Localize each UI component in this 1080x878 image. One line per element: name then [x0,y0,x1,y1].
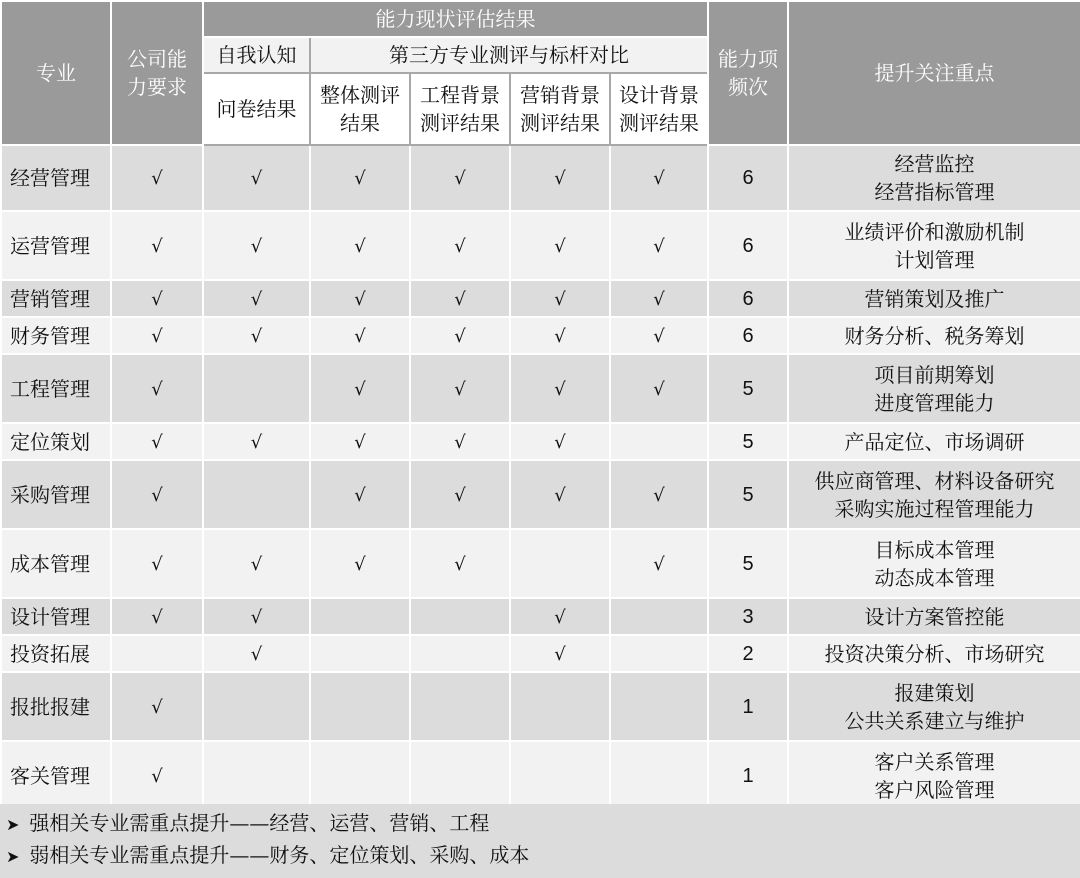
check-cell [510,672,610,741]
check-cell [310,317,410,354]
check-mark-icon: √ [554,235,566,257]
check-cell [203,598,310,635]
row-improvement-focus [788,211,1080,280]
focus-line: 目标成本管理 [874,537,995,562]
check-mark-icon: √ [454,168,466,189]
check-cell [111,211,203,280]
table-row [1,354,1080,423]
check-mark-icon: √ [151,431,163,453]
check-cell [310,211,410,280]
check-cell [111,741,203,810]
notes-panel [0,804,1080,878]
check-mark-icon: √ [151,288,163,310]
check-mark-icon: √ [653,325,665,347]
table-row [1,672,1080,741]
header-questionnaire: 问卷结果 [203,73,310,145]
check-mark-icon: √ [250,168,263,189]
check-cell [111,635,203,672]
row-major-name: 设计管理 [1,598,111,635]
check-cell [203,211,310,280]
check-cell [610,529,708,598]
check-cell [310,672,410,741]
table-row [1,423,1080,460]
check-cell [111,529,203,598]
check-cell [203,280,310,317]
header-overall-result: 整体测评 结果 [310,73,410,145]
check-mark-icon: √ [554,606,566,628]
focus-line: 动态成本管理 [874,565,995,590]
check-mark-icon: √ [554,288,566,310]
check-cell [510,635,610,672]
check-cell [610,741,708,810]
note-text: 弱相关专业需重点提升——财务、定位策划、采购、成本 [29,843,530,867]
check-cell [310,354,410,423]
check-cell [510,423,610,460]
row-improvement-focus [788,672,1080,741]
check-mark-icon: √ [250,235,263,257]
row-frequency: 5 [708,354,788,423]
check-cell [111,145,203,211]
check-cell [410,460,510,529]
check-cell [410,635,510,672]
row-improvement-focus [788,145,1080,211]
check-mark-icon: √ [554,643,566,665]
row-major-name: 营销管理 [1,280,111,317]
check-cell [410,529,510,598]
check-cell [310,460,410,529]
row-improvement-focus [788,317,1080,354]
check-mark-icon: √ [354,484,366,506]
header-frequency: 能力项 频次 [708,1,788,145]
row-major-name: 客关管理 [1,741,111,810]
check-mark-icon: √ [151,606,163,628]
row-improvement-focus [788,280,1080,317]
check-cell [510,529,610,598]
check-cell [111,672,203,741]
check-cell [610,423,708,460]
header-assessment-results: 能力现状评估结果 [203,1,708,37]
focus-line: 项目前期筹划 [874,362,995,387]
check-cell [410,672,510,741]
check-cell [510,460,610,529]
check-cell [610,354,708,423]
check-cell [510,145,610,211]
row-frequency: 1 [708,672,788,741]
check-cell [610,145,708,211]
row-improvement-focus [788,460,1080,529]
row-major-name: 工程管理 [1,354,111,423]
check-mark-icon: √ [250,325,263,347]
row-frequency: 6 [708,317,788,354]
check-mark-icon: √ [354,325,366,347]
table-row [1,317,1080,354]
check-mark-icon: √ [250,288,263,310]
focus-line: 客户风险管理 [874,777,995,802]
row-frequency: 5 [708,529,788,598]
table-row [1,529,1080,598]
focus-line: 财务分析、税务筹划 [844,323,1025,348]
header-company-requirement: 公司能 力要求 [111,1,203,145]
check-mark-icon: √ [454,325,466,347]
focus-line: 计划管理 [894,247,975,272]
check-mark-icon: √ [454,288,466,310]
check-cell [203,635,310,672]
row-frequency: 2 [708,635,788,672]
check-cell [203,423,310,460]
check-cell [310,145,410,211]
row-improvement-focus [788,354,1080,423]
check-cell [310,280,410,317]
header-engineering-result: 工程背景 测评结果 [410,73,510,145]
focus-line: 经营监控 [894,152,975,176]
note-line [6,808,1080,840]
check-cell [310,635,410,672]
row-improvement-focus [788,635,1080,672]
check-cell [510,354,610,423]
table-row [1,598,1080,635]
row-major-name: 投资拓展 [1,635,111,672]
check-cell [510,317,610,354]
check-cell [111,354,203,423]
table-row [1,635,1080,672]
row-major-name: 采购管理 [1,460,111,529]
check-cell [410,423,510,460]
check-mark-icon: √ [653,378,665,400]
check-mark-icon: √ [554,431,566,453]
focus-line: 供应商管理、材料设备研究 [814,468,1055,493]
check-cell [410,145,510,211]
check-mark-icon: √ [354,431,366,453]
check-mark-icon: √ [151,765,163,787]
check-cell [203,741,310,810]
check-cell [310,598,410,635]
row-frequency: 5 [708,423,788,460]
row-frequency: 1 [708,741,788,810]
focus-line: 报建策划 [894,680,975,705]
table-row [1,460,1080,529]
check-cell [510,741,610,810]
check-cell [310,529,410,598]
focus-line: 营销策划及推广 [864,286,1005,311]
header-marketing-result: 营销背景 测评结果 [510,73,610,145]
row-frequency: 6 [708,145,788,211]
check-mark-icon: √ [653,288,665,310]
row-major-name: 报批报建 [1,672,111,741]
row-improvement-focus [788,598,1080,635]
check-mark-icon: √ [454,484,466,506]
check-cell [203,317,310,354]
focus-line: 业绩评价和激励机制 [844,219,1025,244]
check-cell [610,211,708,280]
check-cell [203,672,310,741]
row-major-name: 运营管理 [1,211,111,280]
row-frequency: 6 [708,280,788,317]
row-improvement-focus [788,423,1080,460]
table-body [1,145,1080,810]
check-mark-icon: √ [454,378,466,400]
check-mark-icon: √ [250,431,263,453]
check-cell [410,598,510,635]
check-mark-icon: √ [354,288,366,310]
header-design-result: 设计背景 测评结果 [610,73,708,145]
check-mark-icon: √ [653,235,665,257]
check-cell [610,317,708,354]
check-mark-icon: √ [554,325,566,347]
check-mark-icon: √ [250,643,263,665]
header-row-1 [1,1,1080,37]
check-cell [510,211,610,280]
check-mark-icon: √ [151,553,163,575]
check-cell [310,741,410,810]
focus-line: 进度管理能力 [874,390,995,415]
check-cell [410,354,510,423]
check-cell [610,672,708,741]
note-line [6,840,1080,872]
check-mark-icon: √ [151,168,163,189]
check-mark-icon: √ [454,235,466,257]
check-cell [510,598,610,635]
check-cell [410,280,510,317]
check-cell [111,598,203,635]
check-mark-icon: √ [250,553,263,575]
check-mark-icon: √ [653,168,665,189]
header-improvement-focus: 提升关注重点 [788,1,1080,145]
focus-line: 公共关系建立与维护 [844,708,1025,733]
check-mark-icon: √ [151,378,163,400]
check-mark-icon: √ [554,378,566,400]
check-mark-icon: √ [151,235,163,257]
check-cell [310,423,410,460]
check-mark-icon: √ [151,484,163,506]
focus-line: 客户关系管理 [874,749,995,774]
row-major-name: 定位策划 [1,423,111,460]
check-cell [203,460,310,529]
row-frequency: 5 [708,460,788,529]
check-cell [111,460,203,529]
check-mark-icon: √ [354,235,366,257]
focus-line: 采购实施过程管理能力 [834,496,1035,521]
table-row [1,741,1080,810]
header-major: 专业 [1,1,111,145]
check-mark-icon: √ [554,168,566,189]
row-frequency: 3 [708,598,788,635]
check-mark-icon: √ [454,553,466,575]
focus-line: 经营指标管理 [874,180,995,204]
check-mark-icon: √ [250,606,263,628]
focus-line: 投资决策分析、市场研究 [824,641,1045,666]
check-cell [610,635,708,672]
check-cell [203,529,310,598]
check-cell [510,280,610,317]
check-cell [203,354,310,423]
check-cell [111,280,203,317]
arrow-bullet-icon: ➤ [6,815,20,834]
check-mark-icon: √ [653,484,665,506]
check-cell [111,317,203,354]
header-self-cognition: 自我认知 [203,37,310,73]
check-cell [610,280,708,317]
check-mark-icon: √ [554,484,566,506]
row-improvement-focus [788,741,1080,810]
check-mark-icon: √ [354,378,366,400]
check-mark-icon: √ [151,696,163,718]
check-cell [410,317,510,354]
note-text: 强相关专业需重点提升——经营、运营、营销、工程 [29,811,490,835]
row-improvement-focus [788,529,1080,598]
table-row [1,211,1080,280]
row-major-name: 经营管理 [1,145,111,211]
check-mark-icon: √ [151,325,163,347]
check-cell [203,145,310,211]
check-cell [111,423,203,460]
check-mark-icon: √ [354,553,366,575]
check-cell [410,741,510,810]
check-mark-icon: √ [454,431,466,453]
focus-line: 产品定位、市场调研 [844,429,1025,454]
header-third-party: 第三方专业测评与标杆对比 [310,37,708,73]
table-row [1,145,1080,211]
focus-line: 设计方案管控能 [864,604,1005,629]
row-frequency: 6 [708,211,788,280]
check-mark-icon: √ [653,553,665,575]
row-major-name: 成本管理 [1,529,111,598]
check-cell [410,211,510,280]
check-cell [610,460,708,529]
row-major-name: 财务管理 [1,317,111,354]
check-mark-icon: √ [354,168,366,189]
arrow-bullet-icon: ➤ [6,847,20,866]
check-cell [610,598,708,635]
table-row [1,280,1080,317]
